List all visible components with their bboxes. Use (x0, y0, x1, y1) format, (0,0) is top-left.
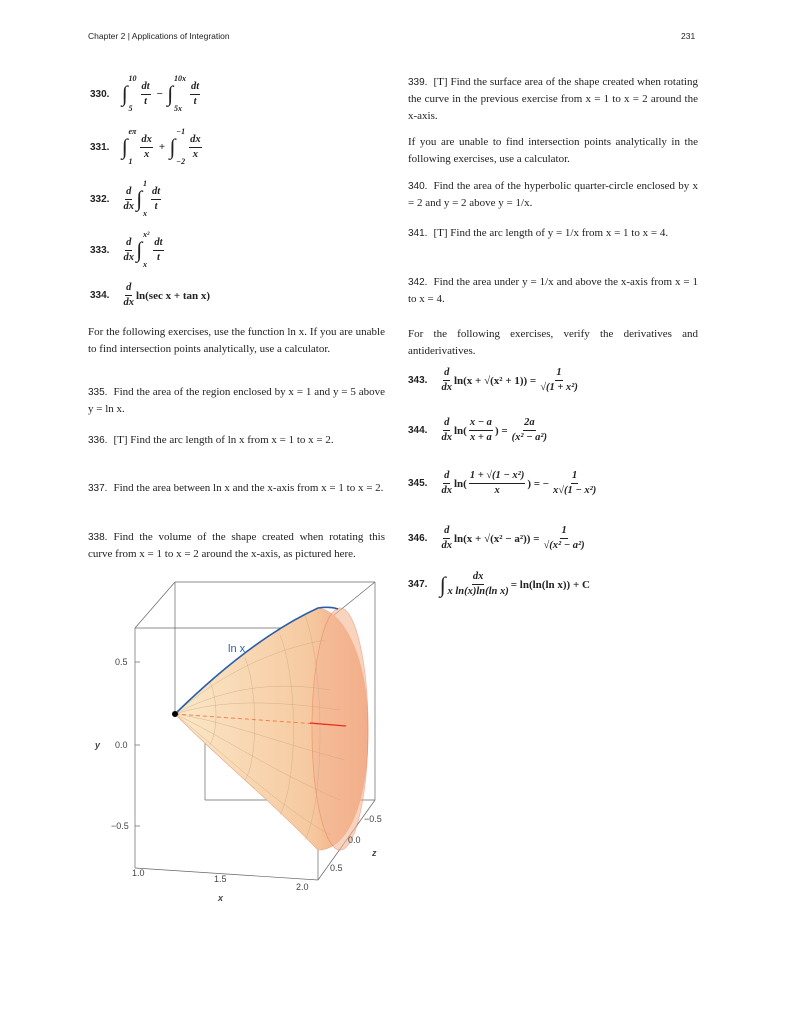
exercise-346 (408, 524, 587, 553)
lhs: ln( (453, 424, 467, 437)
fraction: $\frac{dx}{x}$ (141, 133, 152, 160)
exercise-347 (408, 570, 590, 599)
curve-label: ln x (228, 643, 246, 655)
rhs: = ln(ln(ln x)) + C (510, 578, 590, 591)
z-tick: 0.0 (348, 835, 361, 845)
exercise-number: 331. (90, 141, 110, 153)
integral-limits: eπ 1 (128, 127, 137, 166)
calculator-note: If you are unable to find intersection points analytically in the following exercises, use a calculator. (408, 136, 698, 165)
operator: − (156, 88, 163, 100)
rhs-fraction: $\frac{1}{\text{√(x² − a²)}}$ (543, 525, 585, 551)
y-tick: −0.5 (111, 821, 129, 831)
y-tick: 0.5 (115, 657, 128, 667)
z-axis-label: z (372, 848, 377, 858)
fraction: $\frac{dt}{t}$ (152, 185, 161, 212)
exercise-345 (408, 469, 598, 498)
page-number: 231 (681, 31, 696, 41)
exercise-number: 344. (408, 425, 428, 436)
rhs-fraction: $\frac{1}{\text{x√(1 − x²)}}$ (553, 470, 597, 496)
derivative-operator: $\frac{d}{dx}$ (123, 236, 134, 263)
exercise-number: 343. (408, 375, 428, 386)
rhs-fraction: $\frac{2a}{\text{(x² − a²)}}$ (511, 417, 548, 443)
x-tick: 1.5 (214, 874, 227, 884)
integral-limits: −1 −2 (176, 127, 186, 166)
chapter-header: Chapter 2 | Applications of Integration (88, 31, 230, 41)
exercise-339: 339. [T] Find the surface area of the shape created when rotating the curve in the previous exercise from x = 1 to x = 2 around the x-axis. (408, 76, 698, 122)
exercise-number: 330. (90, 88, 110, 100)
integral-limits: x² x (143, 230, 150, 269)
x-tick: 2.0 (296, 882, 309, 892)
x-tick: 1.0 (132, 868, 145, 878)
exercise-340: 340. Find the area of the hyperbolic quarter-circle enclosed by x = 2 and y = 2 above y = 1/x. (408, 180, 698, 209)
exercise-335: 335. Find the area of the region enclosed by x = 1 and y = 5 above y = ln x. (88, 386, 385, 415)
z-tick: −0.5 (364, 814, 382, 824)
exercise-number: 347. (408, 579, 428, 590)
exercise-338: 338. Find the volume of the shape created when rotating this curve from x = 1 to x = 2 around the x-axis, as pictured here. (88, 531, 385, 560)
integral-sign: ∫ (135, 237, 142, 262)
fraction: $\frac{dx}{\text{x ln(x)ln(ln x)}}$ (447, 571, 509, 597)
fraction: $\frac{dt}{t}$ (141, 80, 150, 107)
y-axis-ticks (135, 662, 140, 826)
derivative-operator: $\frac{d}{dx}$ (123, 185, 134, 212)
integral-limits: 10x 5x (173, 74, 186, 113)
x-axis-label: x (218, 893, 224, 903)
fraction: $\frac{dx}{x}$ (190, 133, 201, 160)
exercise-number: 332. (90, 193, 110, 205)
derivative-operator: $\frac{d}{dx}$ (441, 470, 452, 496)
integral-sign: ∫ (166, 81, 173, 106)
integral-sign: ∫ (121, 134, 128, 159)
derivative-operator: $\frac{d}{dx}$ (123, 282, 134, 308)
z-tick: 0.5 (330, 863, 343, 873)
fraction: $\frac{\text{1 + √(1 − x²)}}{x}$ (469, 470, 525, 496)
exercise-341: 341. [T] Find the arc length of y = 1/x from x = 1 to x = 4. (408, 227, 669, 239)
end-cap (312, 608, 368, 850)
lhs: ln( (453, 477, 467, 490)
start-point (172, 711, 178, 717)
exercise-number: 345. (408, 478, 428, 489)
operator: + (158, 141, 166, 153)
lhs: ln(x + √(x² + 1)) = (453, 374, 537, 387)
fraction: $\frac{x - a}{x + a}$ (469, 417, 492, 443)
integral-limits: 10 5 (128, 74, 137, 113)
exercise-342: 342. Find the area under y = 1/x and above the x-axis from x = 1 to x = 4. (408, 276, 698, 305)
rhs-fraction: $\frac{1}{\text{√(1 + x²)}}$ (540, 367, 578, 393)
exercise-343 (408, 366, 580, 395)
fraction: $\frac{dt}{t}$ (154, 236, 163, 263)
exercise-337: 337. Find the area between ln x and the x-axis from x = 1 to x = 2. (88, 482, 384, 494)
integral-limits: 1 x (143, 179, 147, 218)
right-intro: For the following exercises, verify the derivatives and antiderivatives. (408, 328, 698, 357)
integral-sign: ∫ (169, 134, 176, 159)
derivative-operator: $\frac{d}{dx}$ (441, 417, 452, 443)
integral-sign: ∫ (439, 571, 446, 597)
y-tick: 0.0 (115, 740, 128, 750)
lhs: ) = (494, 424, 508, 437)
integral-sign: ∫ (121, 81, 128, 106)
y-axis-label: y (95, 740, 101, 750)
exercise-number: 333. (90, 244, 110, 256)
left-intro: For the following exercises, use the function ln x. If you are unable to find intersection points analytically, use a calculator. (88, 326, 385, 355)
derivative-operator: $\frac{d}{dx}$ (441, 525, 452, 551)
integral-sign: ∫ (135, 186, 142, 211)
derivative-operator: $\frac{d}{dx}$ (441, 367, 452, 393)
fraction: $\frac{dt}{t}$ (190, 80, 200, 107)
expression: ln(sec x + tan x) (135, 289, 211, 302)
exercise-number: 346. (408, 533, 428, 544)
exercise-number: 334. (90, 290, 110, 301)
exercise-336: 336. [T] Find the arc length of ln x from x = 1 to x = 2. (88, 434, 334, 446)
exercise-344 (408, 416, 549, 445)
lhs: ln(x + √(x² − a²)) = (453, 532, 540, 545)
lhs: ) = − (527, 477, 550, 490)
